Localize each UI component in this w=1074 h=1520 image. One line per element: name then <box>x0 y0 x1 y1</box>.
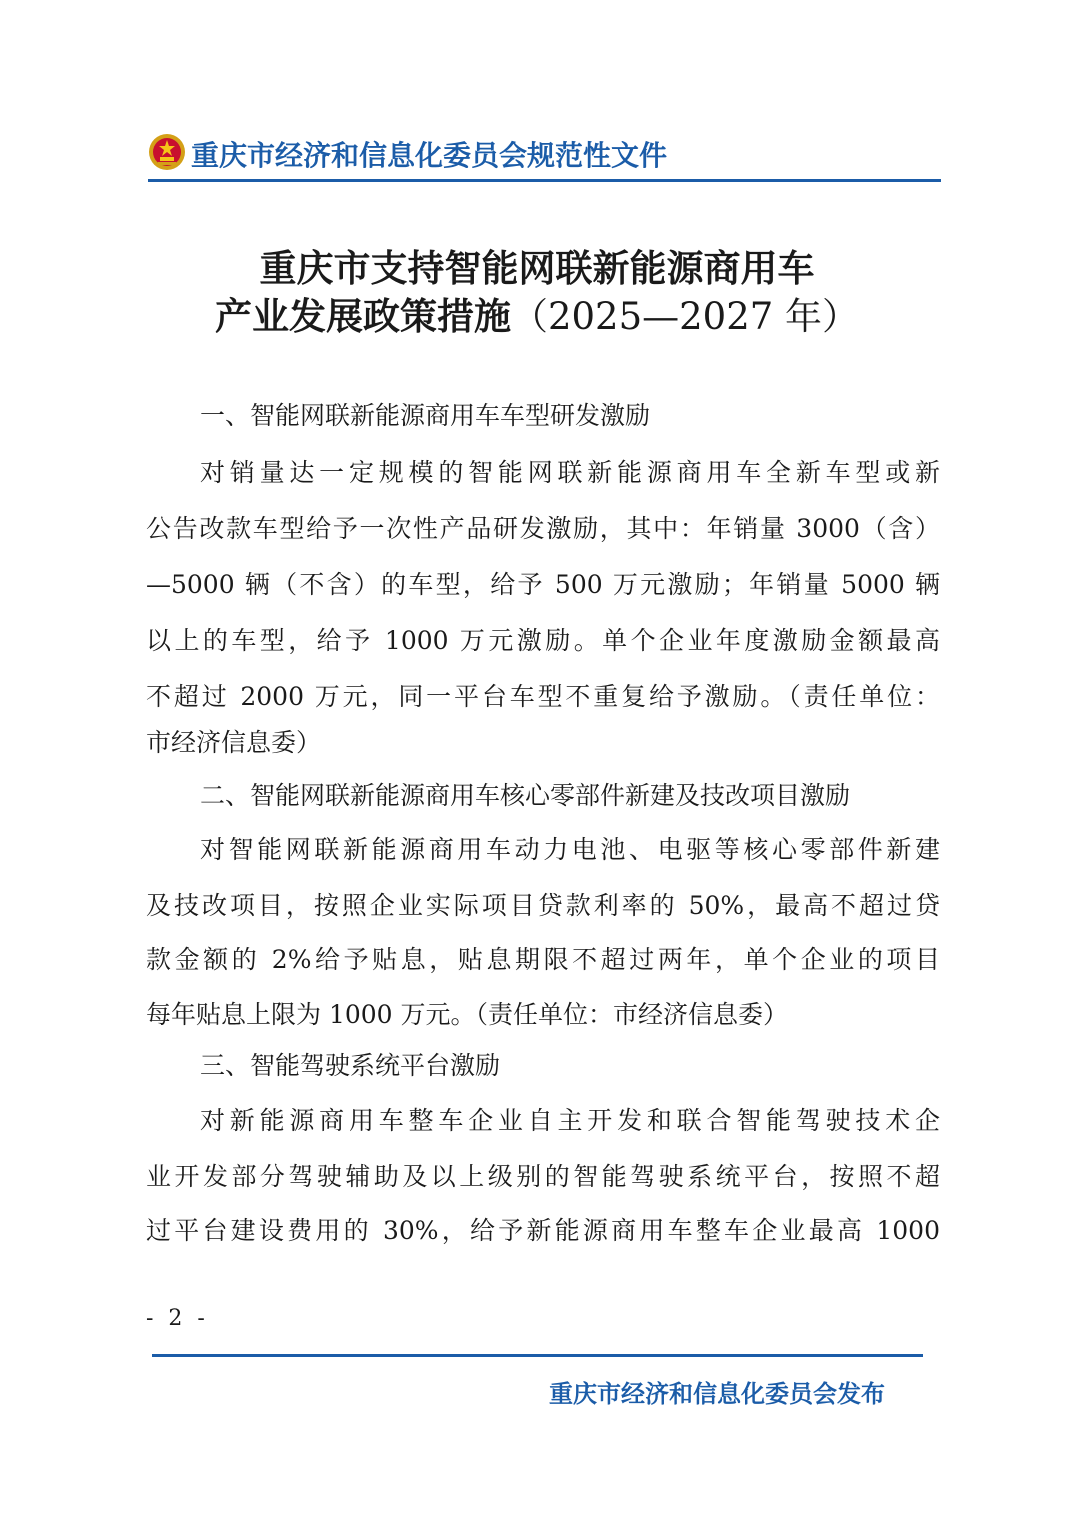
paragraph-line: 对销量达一定规模的智能网联新能源商用车全新车型或新 <box>200 458 940 487</box>
paragraph-line: 以上的车型，给予 1000 万元激励。单个企业年度激励金额最高 <box>146 626 940 655</box>
document-title-line-2 <box>0 286 1074 340</box>
paragraph-line: 对新能源商用车整车企业自主开发和联合智能驾驶技术企 <box>200 1106 940 1135</box>
paragraph-line: 款金额的 2%给予贴息，贴息期限不超过两年，单个企业的项目 <box>146 945 940 974</box>
paragraph-line: 每年贴息上限为 1000 万元。（责任单位：市经济信息委） <box>146 1000 789 1029</box>
footer-publisher: 重庆市经济和信息化委员会发布 <box>549 1380 885 1408</box>
paragraph-line: —5000 辆（不含）的车型，给予 500 万元激励；年销量 5000 辆 <box>146 570 940 599</box>
paragraph-line: 及技改项目，按照企业实际项目贷款利率的 50%，最高不超过贷 <box>146 891 940 920</box>
footer-divider <box>152 1354 923 1357</box>
national-emblem-icon <box>147 132 187 172</box>
paragraph-line: 过平台建设费用的 30%，给予新能源商用车整车企业最高 1000 <box>146 1216 940 1245</box>
header-divider <box>148 179 941 182</box>
page-number: - 2 - <box>146 1306 209 1331</box>
paragraph-line: 不超过 2000 万元，同一平台车型不重复给予激励。（责任单位： <box>146 682 940 711</box>
paragraph-line: 业开发部分驾驶辅助及以上级别的智能驾驶系统平台，按照不超 <box>146 1162 940 1191</box>
document-title-line-1: 重庆市支持智能网联新能源商用车 <box>259 246 815 290</box>
paragraph-line: 公告改款车型给予一次性产品研发激励，其中：年销量 3000（含） <box>146 514 940 543</box>
document-header <box>143 128 943 184</box>
section-heading-1: 一、智能网联新能源商用车车型研发激励 <box>200 401 651 430</box>
document-title-text: 产业发展政策措施 <box>214 294 511 338</box>
header-title: 重庆市经济和信息化委员会规范性文件 <box>191 139 668 172</box>
section-heading-2: 二、智能网联新能源商用车核心零部件新建及技改项目激励 <box>200 781 851 810</box>
paragraph-line: 市经济信息委） <box>146 728 322 757</box>
section-heading-3: 三、智能驾驶系统平台激励 <box>200 1051 501 1080</box>
document-title-year: （2025—2027 年） <box>510 295 860 338</box>
paragraph-line: 对智能网联新能源商用车动力电池、电驱等核心零部件新建 <box>200 835 940 864</box>
